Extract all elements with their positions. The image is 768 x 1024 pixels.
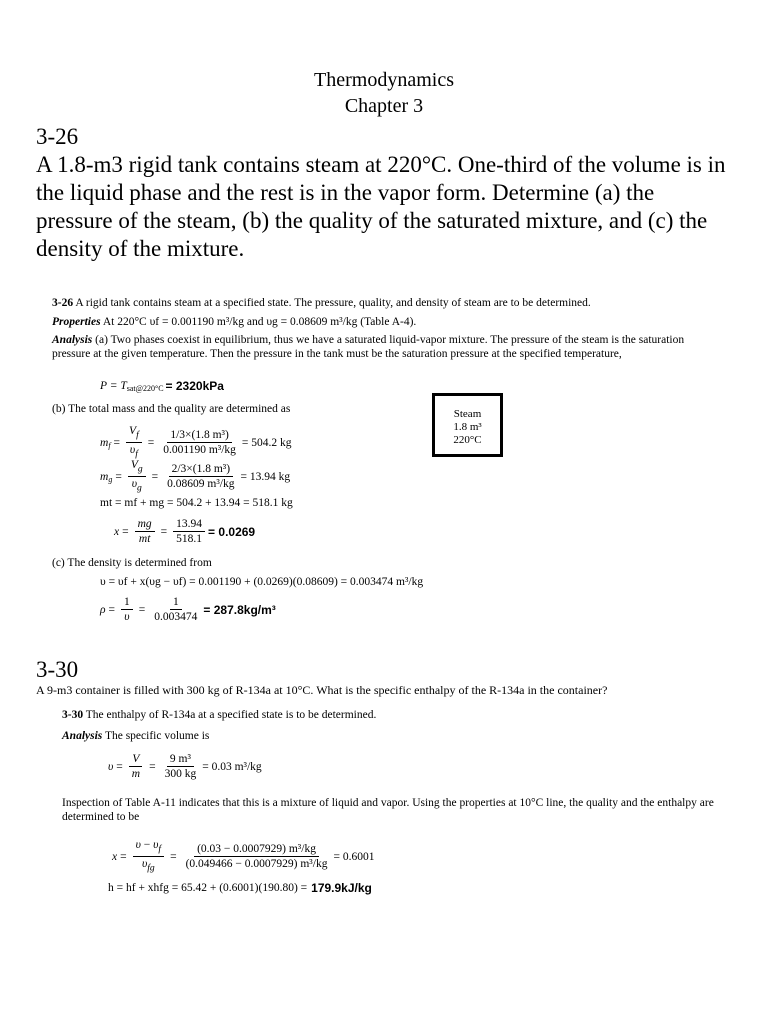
solution-number-2: 3-30 xyxy=(62,709,84,721)
mg-equation: m g = $\frac{V_g}{\upsilon_g}$ = $\frac{\text{2/3×(1.8 m³)}}{\text{0.08609 m³/kg}}$ = 13.94 kg xyxy=(100,459,291,494)
problem-question-2: A 9-m3 container is filled with 300 kg of R-134a at 10°C. What is the specific enthalpy of the R-134a in the container? xyxy=(36,683,608,697)
quality-result: = 0.0269 xyxy=(208,524,256,539)
quality-result-2: = 0.6001 xyxy=(333,850,375,863)
specific-volume-frac-numeric: $\frac{\text{9 m³}}{300 kg}$ xyxy=(164,753,197,780)
density-result: = 287.8kg/m³ xyxy=(203,602,276,617)
problem-number-2: 3-30 xyxy=(36,657,79,682)
specific-volume-equation: υ = υf + x(υg − υf) = 0.001190 + (0.0269)(0.08609) = 0.003474 m³/kg xyxy=(100,576,424,588)
quality-frac-numeric-2: $\frac{\text{(0.03 − 0.0007929) m³/kg}}{\text{(0.049466 − 0.0007929) m³/kg}}$ xyxy=(185,843,328,871)
doc-title: Thermodynamics xyxy=(314,69,454,91)
properties-line xyxy=(52,315,732,329)
pressure-subscript: sat@220°C xyxy=(126,384,164,393)
quality-equation-2: x = $\frac{\upsilon - \upsilon_f}{\upsilon_{fg}}$ = $\frac{\text{(0.03 − 0.0007929) m³/kg}}{\text{(0.049466 − 0.0007929) m³/kg}}$ = 0.6001 xyxy=(112,839,375,874)
solution-number: 3-26 xyxy=(52,297,74,309)
analysis-paragraph xyxy=(52,333,702,361)
mg-result: = 13.94 kg xyxy=(240,470,291,483)
tank-volume: 1.8 m³ xyxy=(453,421,482,433)
mf-frac-numeric: $\frac{\text{1/3×(1.8 m³)}}{\text{0.001190 m³/kg}}$ xyxy=(163,429,236,457)
steam-tank-box xyxy=(432,393,503,457)
solution-intro-2 xyxy=(62,708,742,722)
mf-equation: m f = $\frac{V_f}{\upsilon_f}$ = $\frac{\text{1/3×(1.8 m³)}}{\text{0.001190 m³/kg}}$ = 504.2 kg xyxy=(100,425,292,460)
mt-equation: mt = mf + mg = 504.2 + 13.94 = 518.1 kg xyxy=(100,497,293,509)
analysis-label-2: Analysis xyxy=(62,730,103,742)
pressure-equation xyxy=(100,376,224,396)
mf-lhs: m xyxy=(100,436,109,449)
tank-label: Steam xyxy=(453,408,482,420)
specific-volume-frac-symbolic: $\frac{V}{m}$ xyxy=(129,752,143,781)
analysis-text: (a) Two phases coexist in equilibrium, thus we have a saturated liquid-vapor mixture. The pressure of the steam is the saturation pressure at the given temperature. Then the pressure in the tank must be the saturation pressure at the specified temperature, xyxy=(52,334,685,360)
quality-frac-symbolic: $\frac{mg}{mt}$ xyxy=(135,517,155,546)
analysis-text-2: The specific volume is xyxy=(104,730,210,742)
quality-frac-symbolic-2: $\frac{\upsilon - \upsilon_f}{\upsilon_{fg}}$ xyxy=(133,838,164,876)
analysis-line-2 xyxy=(62,729,209,743)
part-b-text: (b) The total mass and the quality are determined as xyxy=(52,403,291,415)
mg-frac-numeric: $\frac{\text{2/3×(1.8 m³)}}{\text{0.08609 m³/kg}}$ xyxy=(167,463,235,491)
density-equation: ρ = $\frac{1}{\upsilon}$ = $\frac{1}{0.003474}$ = 287.8kg/m³ xyxy=(100,596,276,623)
mg-frac-symbolic: $\frac{V_g}{\upsilon_g}$ xyxy=(128,458,146,496)
quality-equation: x = $\frac{mg}{mt}$ = $\frac{13.94}{518.1}$ = 0.0269 xyxy=(114,518,256,545)
density-frac-symbolic: $\frac{1}{\upsilon}$ xyxy=(121,595,133,624)
specific-volume-result: = 0.03 m³/kg xyxy=(202,760,262,773)
problem-question: A 1.8-m3 rigid tank contains steam at 220°C. One-third of the volume is in the liquid phase and the rest is in the vapor form. Determine (a) the pressure of the steam, (b) the quality of the saturated mixture, and (c) the density of the mixture. xyxy=(36,152,726,261)
properties-label: Properties xyxy=(52,316,101,328)
properties-text: At 220°C υf = 0.001190 m³/kg and υg = 0.08609 m³/kg (Table A-4). xyxy=(102,316,417,328)
enthalpy-equation xyxy=(108,881,372,895)
pressure-result: = 2320kPa xyxy=(165,379,224,393)
solution-intro-text-2: The enthalpy of R-134a at a specified state is to be determined. xyxy=(85,709,377,721)
density-frac-numeric: $\frac{1}{0.003474}$ xyxy=(154,596,198,623)
solution-intro xyxy=(52,296,732,310)
mf-frac-symbolic: $\frac{V_f}{\upsilon_f}$ xyxy=(126,424,142,462)
analysis-label: Analysis xyxy=(52,334,93,346)
inspection-paragraph: Inspection of Table A-11 indicates that this is a mixture of liquid and vapor. Using the properties at 10°C line, the quality and the enthalpy are determined to be xyxy=(62,797,714,823)
mf-result: = 504.2 kg xyxy=(241,436,292,449)
specific-volume-equation-2: υ = $\frac{V}{m}$ = $\frac{\text{9 m³}}{300 kg}$ = 0.03 m³/kg xyxy=(108,753,262,780)
tank-temperature: 220°C xyxy=(453,434,482,446)
enthalpy-lhs: h = hf + xhfg = 65.42 + (0.6001)(190.80) = xyxy=(108,882,308,894)
quality-frac-numeric: $\frac{13.94}{518.1}$ xyxy=(173,517,205,546)
part-c-text: (c) The density is determined from xyxy=(52,557,212,569)
chapter-label: Chapter 3 xyxy=(344,95,424,117)
pressure-lhs: P = T xyxy=(100,380,127,392)
enthalpy-result: 179.9kJ/kg xyxy=(311,881,372,895)
problem-number: 3-26 xyxy=(36,124,79,149)
solution-intro-text: A rigid tank contains steam at a specified state. The pressure, quality, and density of steam are to be determined. xyxy=(75,297,591,309)
